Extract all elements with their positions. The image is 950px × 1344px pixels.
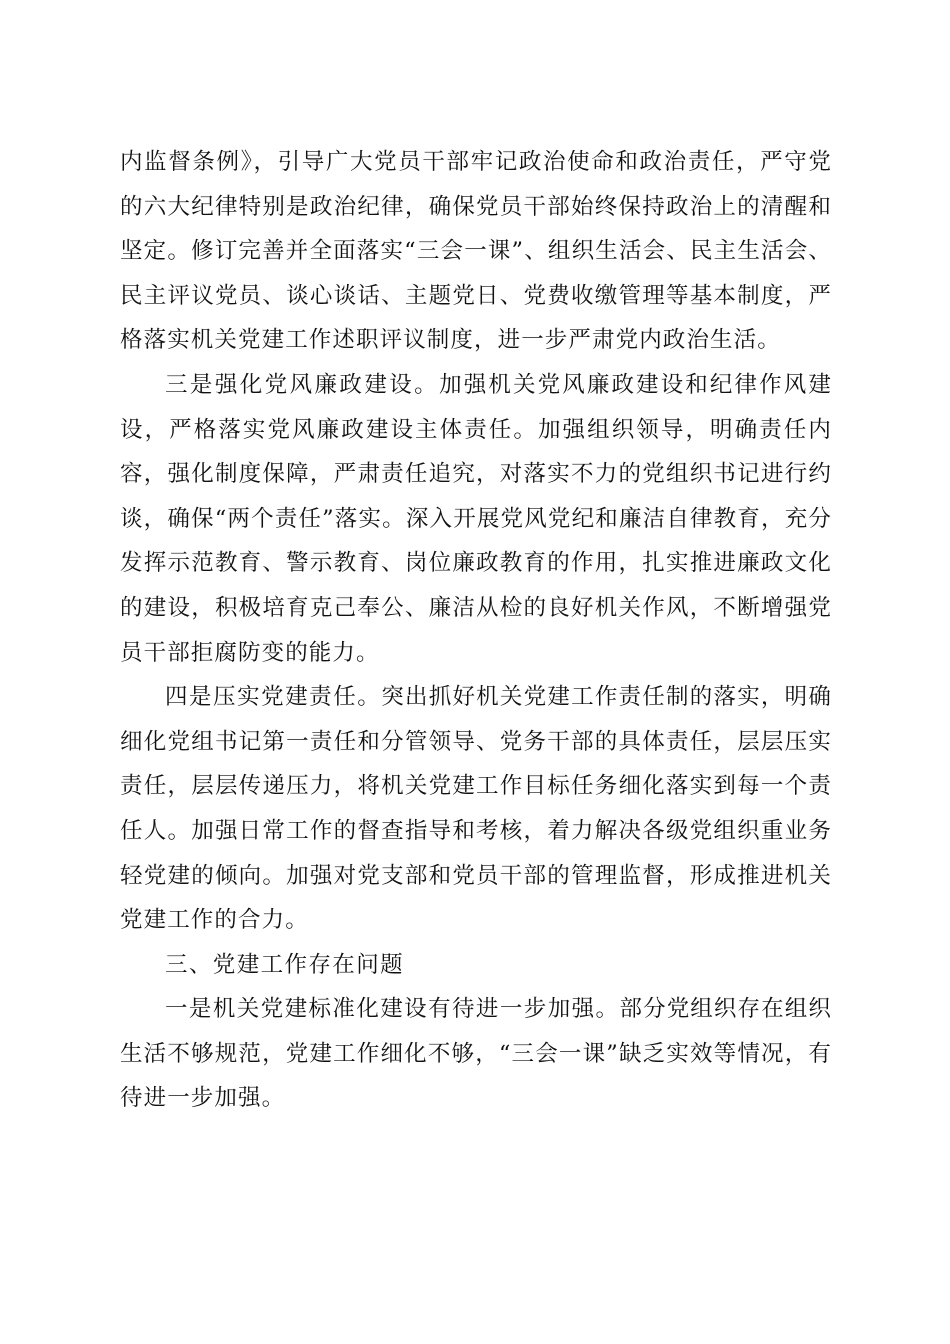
document-body [120, 140, 832, 1121]
paragraph-lead: 一是机关党建标准化建设有待进一步加强。 [165, 996, 620, 1023]
paragraph-text: 部分党组织存在组织生活不够规范，党建工作细化不够，“三会一课”缺乏实效等情况，有待进一步加强。 [120, 996, 832, 1112]
paragraph-text: 加强机关党风廉政建设和纪律作风建设，严格落实党风廉政建设主体责任。加强组织领导，明确责任内容，强化制度保障，严肃责任追究，对落实不力的党组织书记进行约谈，确保“两个责任”落实。深入开展党风党纪和廉洁自律教育，充分发挥示范教育、警示教育、岗位廉政教育的作用，扎实推进廉政文化的建设，积极培育克己奉公、廉洁从检的良好机关作风，不断增强党员干部拒腐防变的能力。 [120, 371, 832, 666]
section-heading: 三、党建工作存在问题 [165, 951, 405, 978]
paragraph-text: 突出抓好机关党建工作责任制的落实，明确细化党组书记第一责任和分管领导、党务干部的具体责任，层层压实责任，层层传递压力，将机关党建工作目标任务细化落实到每一个责任人。加强日常工作的督查指导和考核，着力解决各级党组织重业务轻党建的倾向。加强对党支部和党员干部的管理监督，形成推进机关党建工作的合力。 [120, 684, 832, 934]
paragraph-lead: 三是强化党风廉政建设。 [165, 371, 440, 398]
paragraph-consolidate-responsibility [120, 675, 832, 943]
paragraph-continued [120, 140, 832, 363]
paragraph-standardization [120, 987, 832, 1121]
paragraph-lead: 四是压实党建责任。 [165, 684, 382, 711]
paragraph-text: 内监督条例》，引导广大党员干部牢记政治使命和政治责任，严守党的六大纪律特别是政治纪律，确保党员干部始终保持政治上的清醒和坚定。修订完善并全面落实“三会一课”、组织生活会、民主生活会、民主评议党员、谈心谈话、主题党日、党费收缴管理等基本制度，严格落实机关党建工作述职评议制度，进一步严肃党内政治生活。 [120, 149, 832, 354]
paragraph-strengthen-integrity [120, 363, 832, 675]
